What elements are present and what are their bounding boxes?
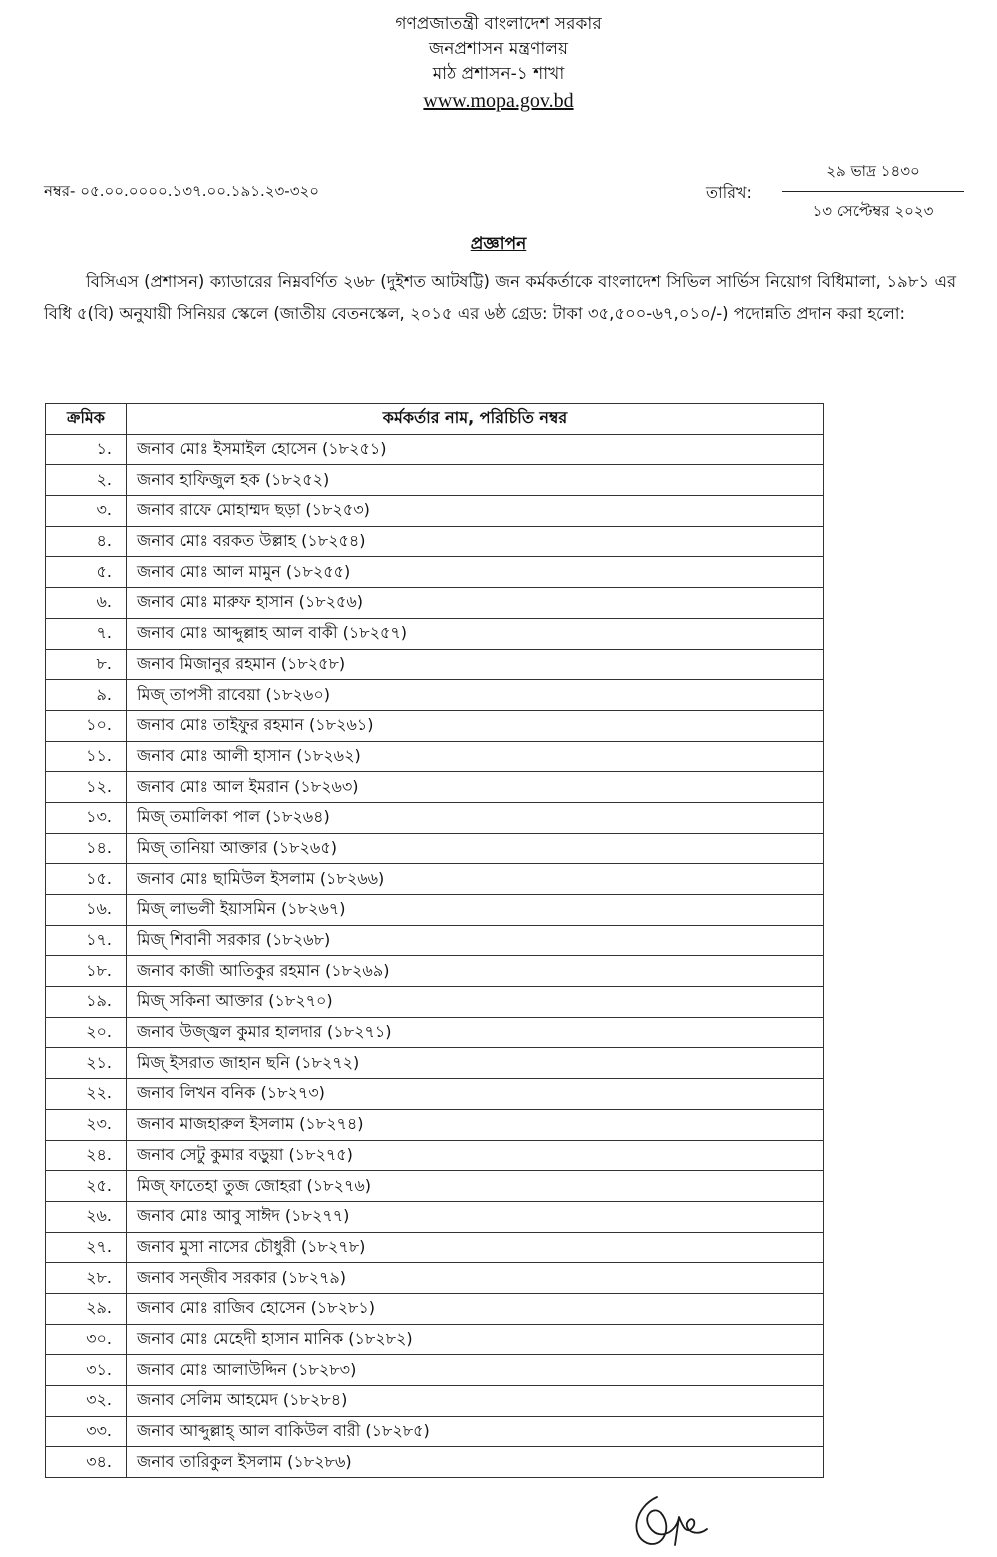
- table-row: [46, 1324, 824, 1355]
- branch-name: মাঠ প্রশাসন-১ শাখা: [432, 64, 565, 84]
- row-serial: ২৯.: [46, 1293, 127, 1324]
- website-link[interactable]: www.mopa.gov.bd: [423, 90, 574, 112]
- row-officer-name: জনাব তারিকুল ইসলাম (১৮২৮৬): [127, 1447, 824, 1478]
- row-officer-name: মিজ্ শিবানী সরকার (১৮২৬৮): [127, 925, 824, 956]
- date-block: [782, 160, 964, 225]
- row-officer-name: জনাব মোঃ আলাউদ্দিন (১৮২৮৩): [127, 1355, 824, 1386]
- table-row: [46, 925, 824, 956]
- row-serial: ৪.: [46, 526, 127, 557]
- date-english: ১৩ সেপ্টেম্বর ২০২৩: [812, 202, 934, 220]
- table-row: [46, 1263, 824, 1294]
- row-serial: ২১.: [46, 1048, 127, 1079]
- table-row: [46, 710, 824, 741]
- row-officer-name: জনাব মোঃ আব্দুল্লাহ আল বাকী (১৮২৫৭): [127, 618, 824, 649]
- row-officer-name: জনাব রাফে মোহাম্মদ ছড়া (১৮২৫৩): [127, 496, 824, 527]
- row-serial: ৬.: [46, 588, 127, 619]
- table-row: [46, 833, 824, 864]
- row-serial: ২.: [46, 465, 127, 496]
- row-serial: ২২.: [46, 1079, 127, 1110]
- row-serial: ১২.: [46, 772, 127, 803]
- ministry-name: জনপ্রশাসন মন্ত্রণালয়: [429, 39, 568, 59]
- row-serial: ২৬.: [46, 1201, 127, 1232]
- row-serial: ৯.: [46, 680, 127, 711]
- officer-table-body: [46, 434, 824, 1477]
- table-row: [46, 680, 824, 711]
- row-serial: ১১.: [46, 741, 127, 772]
- row-serial: ২৪.: [46, 1140, 127, 1171]
- date-bangla: ২৯ ভাদ্র ১৪৩০: [782, 160, 964, 192]
- row-officer-name: জনাব মোঃ আবু সাঈদ (১৮২৭৭): [127, 1201, 824, 1232]
- notice-title: প্রজ্ঞাপন: [470, 234, 527, 254]
- row-officer-name: মিজ্ লাভলী ইয়াসমিন (১৮২৬৭): [127, 895, 824, 926]
- row-serial: ১৪.: [46, 833, 127, 864]
- table-row: [46, 802, 824, 833]
- row-officer-name: জনাব মোঃ আল ইমরান (১৮২৬৩): [127, 772, 824, 803]
- row-serial: ১৫.: [46, 864, 127, 895]
- row-officer-name: জনাব মোঃ ইসমাইল হোসেন (১৮২৫১): [127, 434, 824, 465]
- table-row: [46, 1386, 824, 1417]
- body-paragraph: [44, 266, 956, 330]
- table-row: [46, 1447, 824, 1478]
- row-serial: ৩.: [46, 496, 127, 527]
- row-officer-name: জনাব মোঃ বরকত উল্লাহ (১৮২৫৪): [127, 526, 824, 557]
- signature: [627, 1487, 717, 1549]
- row-officer-name: জনাব মিজানুর রহমান (১৮২৫৮): [127, 649, 824, 680]
- row-serial: ৩৩.: [46, 1416, 127, 1447]
- row-officer-name: জনাব মোঃ আলী হাসান (১৮২৬২): [127, 741, 824, 772]
- table-row: [46, 588, 824, 619]
- row-serial: ১৮.: [46, 956, 127, 987]
- table-row: [46, 526, 824, 557]
- table-header-row: [46, 404, 824, 435]
- row-serial: ৭.: [46, 618, 127, 649]
- table-row: [46, 1017, 824, 1048]
- row-officer-name: মিজ্ তাপসী রাবেয়া (১৮২৬০): [127, 680, 824, 711]
- row-officer-name: জনাব লিখন বনিক (১৮২৭৩): [127, 1079, 824, 1110]
- row-serial: ১৬.: [46, 895, 127, 926]
- body-paragraph-text: বিসিএস (প্রশাসন) ক্যাডারের নিম্নবর্ণিত ২৬৮ (দুইশত আটষট্টি) জন কর্মকর্তাকে বাংলাদেশ সিভিল সার্ভিস নিয়োগ বিধিমালা, ১৯৮১ এর বিধি ৫(বি) অনুযায়ী সিনিয়র স্কেলে (জাতীয় বেতনস্কেল, ২০১৫ এর ৬ষ্ঠ গ্রেড: টাকা ৩৫,৫০০-৬৭,০১০/-) পদোন্নতি প্রদান করা হলো:: [44, 272, 956, 323]
- row-officer-name: জনাব সেলিম আহমেদ (১৮২৮৪): [127, 1386, 824, 1417]
- row-serial: ৫.: [46, 557, 127, 588]
- row-serial: ২৩.: [46, 1109, 127, 1140]
- table-row: [46, 1048, 824, 1079]
- table-row: [46, 465, 824, 496]
- table-row: [46, 557, 824, 588]
- table-row: [46, 864, 824, 895]
- row-officer-name: জনাব মোঃ মারুফ হাসান (১৮২৫৬): [127, 588, 824, 619]
- table-row: [46, 987, 824, 1018]
- row-officer-name: জনাব উজ্জ্বল কুমার হালদার (১৮২৭১): [127, 1017, 824, 1048]
- row-officer-name: জনাব মাজহারুল ইসলাম (১৮২৭৪): [127, 1109, 824, 1140]
- row-officer-name: জনাব সেটু কুমার বড়ুয়া (১৮২৭৫): [127, 1140, 824, 1171]
- name-column-header: কর্মকর্তার নাম, পরিচিতি নম্বর: [127, 404, 824, 435]
- row-officer-name: জনাব সন্জীব সরকার (১৮২৭৯): [127, 1263, 824, 1294]
- row-serial: ৩৪.: [46, 1447, 127, 1478]
- table-row: [46, 1171, 824, 1202]
- table-row: [46, 1355, 824, 1386]
- memo-number: নম্বর- ০৫.০০.০০০০.১৩৭.০০.১৯১.২৩-৩২০: [44, 182, 319, 200]
- row-serial: ২৭.: [46, 1232, 127, 1263]
- row-serial: ৮.: [46, 649, 127, 680]
- row-serial: ৩১.: [46, 1355, 127, 1386]
- row-officer-name: জনাব মোঃ আল মামুন (১৮২৫৫): [127, 557, 824, 588]
- table-row: [46, 895, 824, 926]
- row-serial: ১০.: [46, 710, 127, 741]
- row-officer-name: জনাব মোঃ ছামিউল ইসলাম (১৮২৬৬): [127, 864, 824, 895]
- row-serial: ১.: [46, 434, 127, 465]
- table-row: [46, 1079, 824, 1110]
- table-row: [46, 618, 824, 649]
- row-officer-name: জনাব হাফিজুল হক (১৮২৫২): [127, 465, 824, 496]
- table-row: [46, 496, 824, 527]
- row-officer-name: জনাব মুসা নাসের চৌধুরী (১৮২৭৮): [127, 1232, 824, 1263]
- table-row: [46, 1416, 824, 1447]
- row-serial: ৩০.: [46, 1324, 127, 1355]
- table-row: [46, 956, 824, 987]
- row-serial: ২৫.: [46, 1171, 127, 1202]
- table-row: [46, 1140, 824, 1171]
- row-serial: ১৭.: [46, 925, 127, 956]
- table-row: [46, 1232, 824, 1263]
- row-officer-name: জনাব মোঃ মেহেদী হাসান মানিক (১৮২৮২): [127, 1324, 824, 1355]
- table-row: [46, 1109, 824, 1140]
- date-label: তারিখ:: [706, 183, 752, 202]
- row-serial: ৩২.: [46, 1386, 127, 1417]
- table-row: [46, 741, 824, 772]
- government-name: গণপ্রজাতন্ত্রী বাংলাদেশ সরকার: [395, 14, 602, 34]
- row-officer-name: জনাব মোঃ রাজিব হোসেন (১৮২৮১): [127, 1293, 824, 1324]
- table-row: [46, 772, 824, 803]
- row-serial: ১৩.: [46, 802, 127, 833]
- table-row: [46, 1293, 824, 1324]
- serial-column-header: ক্রমিক: [46, 404, 127, 435]
- row-officer-name: জনাব মোঃ তাইফুর রহমান (১৮২৬১): [127, 710, 824, 741]
- row-serial: ২০.: [46, 1017, 127, 1048]
- table-row: [46, 1201, 824, 1232]
- row-officer-name: মিজ্ তমালিকা পাল (১৮২৬৪): [127, 802, 824, 833]
- row-officer-name: মিজ্ ইসরাত জাহান ছনি (১৮২৭২): [127, 1048, 824, 1079]
- officer-table: [45, 403, 824, 1478]
- row-officer-name: জনাব কাজী আতিকুর রহমান (১৮২৬৯): [127, 956, 824, 987]
- row-officer-name: মিজ্ তানিয়া আক্তার (১৮২৬৫): [127, 833, 824, 864]
- row-officer-name: মিজ্ সকিনা আক্তার (১৮২৭০): [127, 987, 824, 1018]
- letterhead: [0, 12, 997, 114]
- table-row: [46, 649, 824, 680]
- table-row: [46, 434, 824, 465]
- row-officer-name: মিজ্ ফাতেহা তুজ জোহরা (১৮২৭৬): [127, 1171, 824, 1202]
- row-officer-name: জনাব আব্দুল্লাহ্ আল বাকিউল বারী (১৮২৮৫): [127, 1416, 824, 1447]
- row-serial: ১৯.: [46, 987, 127, 1018]
- row-serial: ২৮.: [46, 1263, 127, 1294]
